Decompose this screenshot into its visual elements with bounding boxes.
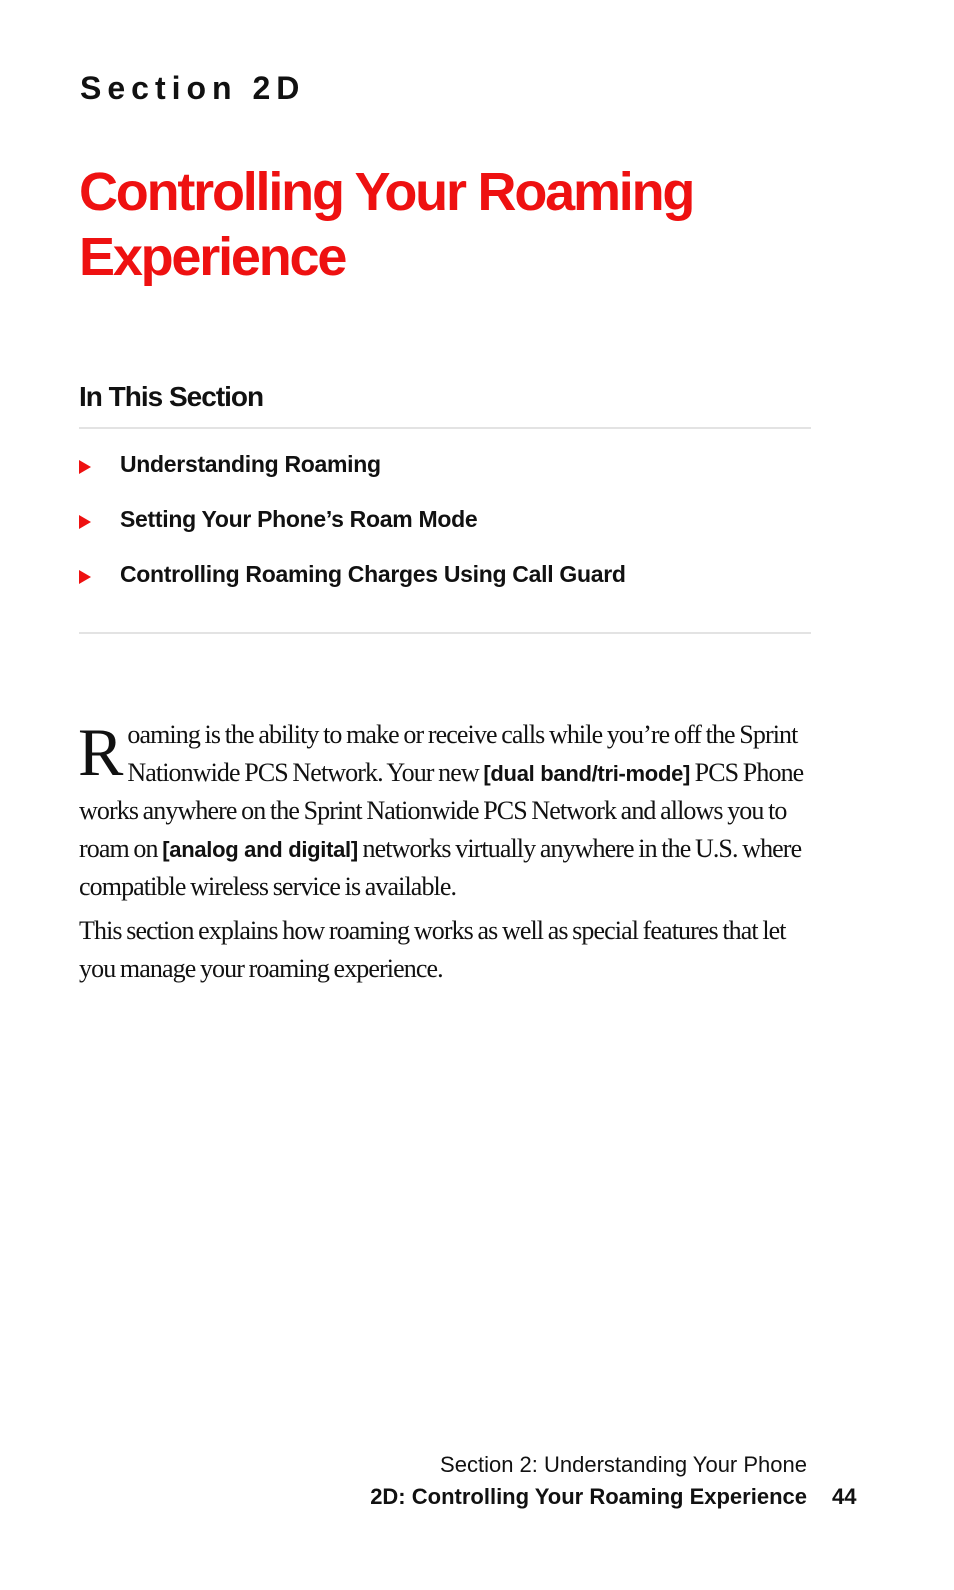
footer-section-title: Section 2: Understanding Your Phone xyxy=(440,1452,807,1477)
toc-heading: In This Section xyxy=(79,381,264,412)
explanation-paragraph: This section explains how roaming works as well as special features that let you manage your roaming experience. xyxy=(79,916,786,983)
right-triangle-bullet-icon xyxy=(79,460,91,474)
network-type-placeholder: [analog and digital] xyxy=(162,836,358,862)
intro-text-a: oaming is the ability to make or receive calls while you’re off the Sprint Nationwide PCS Network. Your new xyxy=(127,720,798,787)
page-number: 44 xyxy=(832,1484,857,1509)
toc-bottom-divider xyxy=(79,632,811,634)
section-label: Section 2D xyxy=(80,70,306,106)
phone-model-placeholder: [dual band/tri-mode] xyxy=(483,760,691,786)
chapter-title-line-2: Experience xyxy=(79,227,346,287)
right-triangle-bullet-icon xyxy=(79,515,91,529)
intro-paragraph xyxy=(79,716,819,906)
chapter-title-line-1: Controlling Your Roaming xyxy=(79,162,694,222)
chapter-title xyxy=(79,160,839,290)
drop-cap: R xyxy=(78,714,124,790)
right-triangle-bullet-icon xyxy=(79,570,91,584)
intro-text-b: PCS Phone works anywhere on the Sprint Nationwide PCS Network and allows you to roam on xyxy=(79,757,804,863)
toc-item-label: Controlling Roaming Charges Using Call Guard xyxy=(120,561,626,587)
toc-item-label: Setting Your Phone’s Roam Mode xyxy=(120,506,478,532)
footer-chapter-title: 2D: Controlling Your Roaming Experience xyxy=(370,1484,807,1509)
toc-top-divider xyxy=(79,427,811,429)
intro-text-c: networks virtually anywhere in the U.S. where compatible wireless service is available. xyxy=(79,833,802,901)
toc-item-label: Understanding Roaming xyxy=(120,451,381,477)
